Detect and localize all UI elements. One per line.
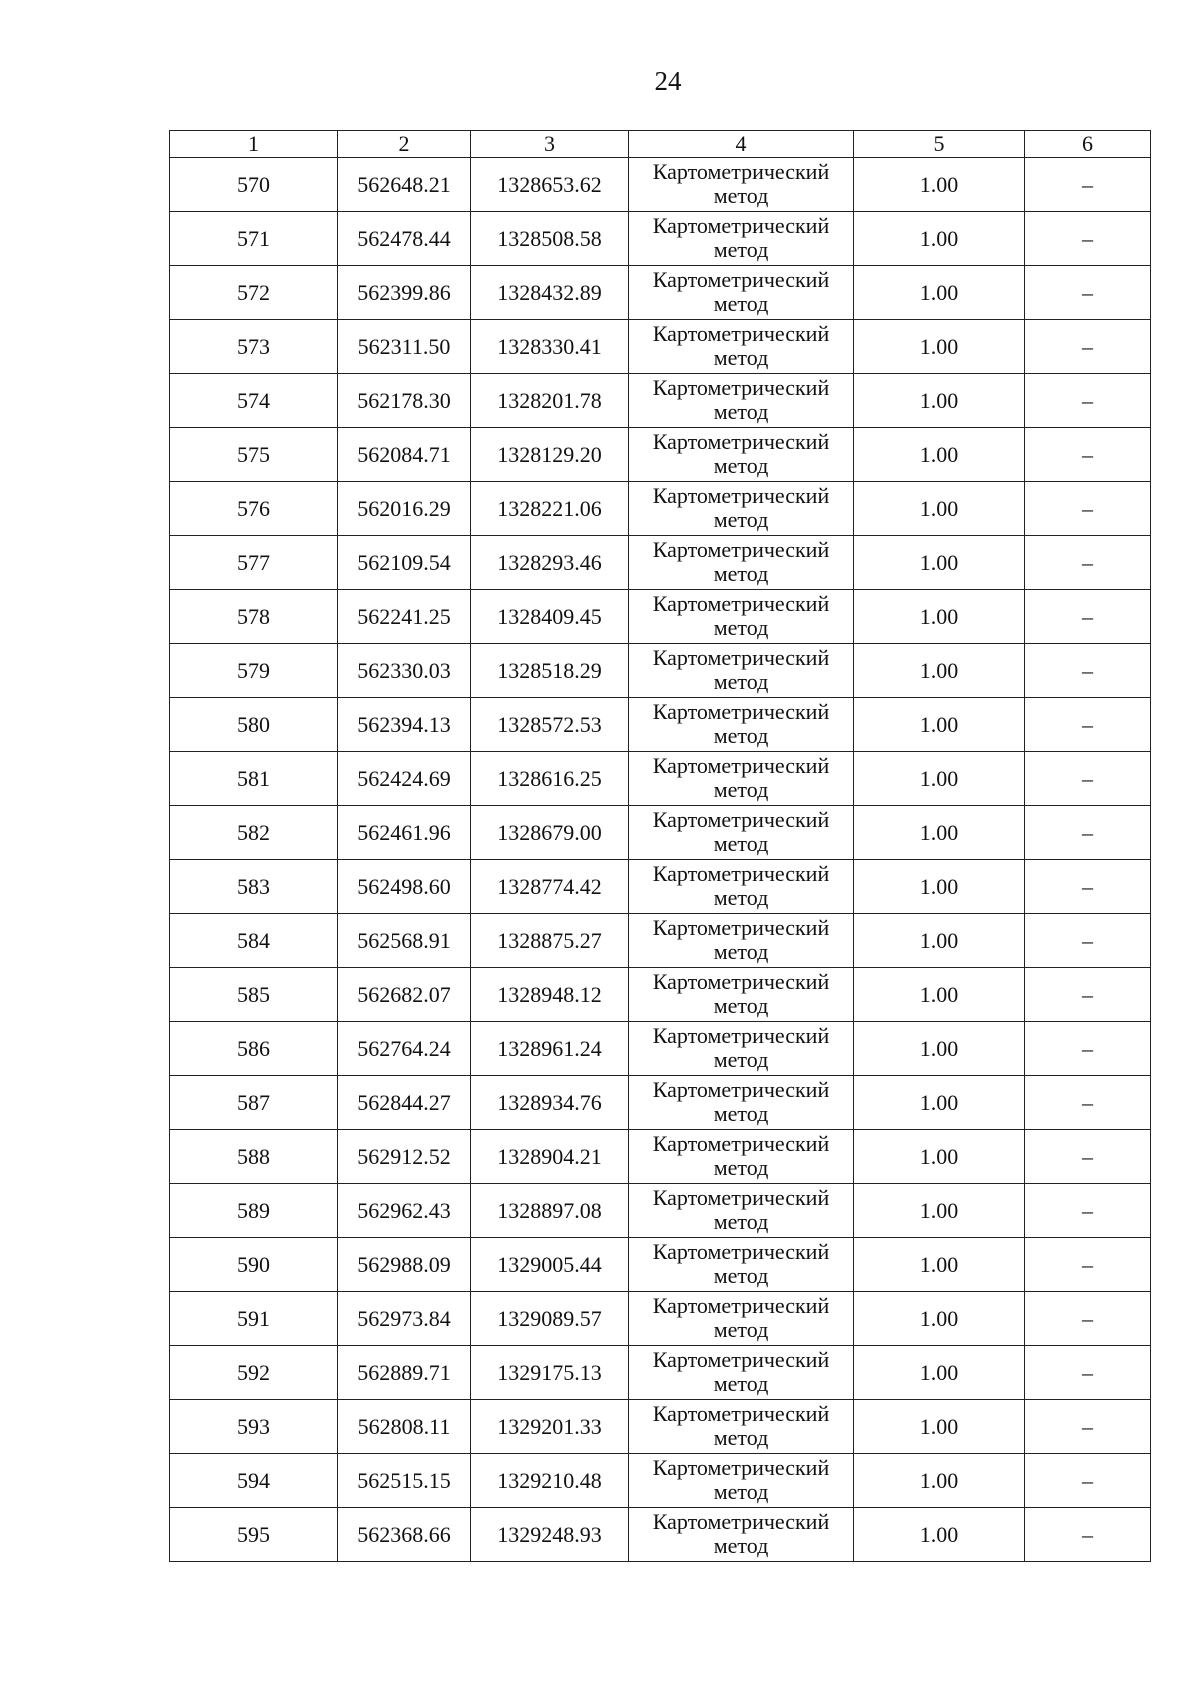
method-cell bbox=[629, 644, 854, 698]
y-coordinate-cell: 1329089.57 bbox=[471, 1292, 629, 1346]
accuracy-cell: 1.00 bbox=[854, 536, 1025, 590]
x-coordinate-cell: 562973.84 bbox=[338, 1292, 471, 1346]
method-cell bbox=[629, 1454, 854, 1508]
method-line: метод bbox=[713, 1424, 769, 1450]
table-row bbox=[170, 1400, 1151, 1454]
y-coordinate-cell: 1328201.78 bbox=[471, 374, 629, 428]
method-line: Картометрический bbox=[652, 806, 830, 832]
method-cell bbox=[629, 1292, 854, 1346]
x-coordinate-cell: 562988.09 bbox=[338, 1238, 471, 1292]
note-cell: – bbox=[1025, 482, 1151, 536]
column-number-4: 4 bbox=[629, 131, 854, 158]
method-cell bbox=[629, 806, 854, 860]
table-row bbox=[170, 428, 1151, 482]
note-cell: – bbox=[1025, 320, 1151, 374]
note-cell: – bbox=[1025, 158, 1151, 212]
point-number-cell: 574 bbox=[170, 374, 338, 428]
x-coordinate-cell: 562808.11 bbox=[338, 1400, 471, 1454]
note-cell: – bbox=[1025, 752, 1151, 806]
point-number-cell: 577 bbox=[170, 536, 338, 590]
method-cell bbox=[629, 482, 854, 536]
point-number-cell: 593 bbox=[170, 1400, 338, 1454]
note-cell: – bbox=[1025, 644, 1151, 698]
accuracy-cell: 1.00 bbox=[854, 212, 1025, 266]
x-coordinate-cell: 562515.15 bbox=[338, 1454, 471, 1508]
method-line: метод bbox=[713, 290, 769, 316]
x-coordinate-cell: 562764.24 bbox=[338, 1022, 471, 1076]
table-row bbox=[170, 914, 1151, 968]
method-cell bbox=[629, 1130, 854, 1184]
table-body bbox=[170, 131, 1151, 1562]
method-cell bbox=[629, 698, 854, 752]
method-cell bbox=[629, 1346, 854, 1400]
accuracy-cell: 1.00 bbox=[854, 698, 1025, 752]
method-line: метод bbox=[713, 1046, 769, 1072]
method-line: метод bbox=[713, 1478, 769, 1504]
method-line: метод bbox=[713, 776, 769, 802]
method-line: Картометрический bbox=[652, 1292, 830, 1318]
method-line: метод bbox=[713, 1532, 769, 1558]
table-row bbox=[170, 320, 1151, 374]
table-row bbox=[170, 698, 1151, 752]
method-cell bbox=[629, 860, 854, 914]
column-number-6: 6 bbox=[1025, 131, 1151, 158]
point-number-cell: 586 bbox=[170, 1022, 338, 1076]
x-coordinate-cell: 562648.21 bbox=[338, 158, 471, 212]
point-number-cell: 582 bbox=[170, 806, 338, 860]
x-coordinate-cell: 562568.91 bbox=[338, 914, 471, 968]
y-coordinate-cell: 1329248.93 bbox=[471, 1508, 629, 1562]
method-line: Картометрический bbox=[652, 752, 830, 778]
accuracy-cell: 1.00 bbox=[854, 914, 1025, 968]
method-cell bbox=[629, 968, 854, 1022]
point-number-cell: 580 bbox=[170, 698, 338, 752]
point-number-cell: 585 bbox=[170, 968, 338, 1022]
method-line: метод bbox=[713, 1370, 769, 1396]
x-coordinate-cell: 562962.43 bbox=[338, 1184, 471, 1238]
accuracy-cell: 1.00 bbox=[854, 752, 1025, 806]
y-coordinate-cell: 1328875.27 bbox=[471, 914, 629, 968]
y-coordinate-cell: 1328653.62 bbox=[471, 158, 629, 212]
accuracy-cell: 1.00 bbox=[854, 266, 1025, 320]
point-number-cell: 570 bbox=[170, 158, 338, 212]
method-line: метод bbox=[713, 992, 769, 1018]
method-cell bbox=[629, 320, 854, 374]
method-line: метод bbox=[713, 614, 769, 640]
x-coordinate-cell: 562368.66 bbox=[338, 1508, 471, 1562]
method-line: метод bbox=[713, 182, 769, 208]
note-cell: – bbox=[1025, 1022, 1151, 1076]
method-line: метод bbox=[713, 398, 769, 424]
accuracy-cell: 1.00 bbox=[854, 1400, 1025, 1454]
x-coordinate-cell: 562394.13 bbox=[338, 698, 471, 752]
table-row bbox=[170, 374, 1151, 428]
note-cell: – bbox=[1025, 968, 1151, 1022]
method-cell bbox=[629, 1400, 854, 1454]
table-row bbox=[170, 1184, 1151, 1238]
x-coordinate-cell: 562330.03 bbox=[338, 644, 471, 698]
method-line: метод bbox=[713, 1154, 769, 1180]
table-row bbox=[170, 1238, 1151, 1292]
note-cell: – bbox=[1025, 266, 1151, 320]
note-cell: – bbox=[1025, 1346, 1151, 1400]
table-row bbox=[170, 860, 1151, 914]
accuracy-cell: 1.00 bbox=[854, 1292, 1025, 1346]
method-line: Картометрический bbox=[652, 1454, 830, 1480]
method-line: Картометрический bbox=[652, 374, 830, 400]
y-coordinate-cell: 1328432.89 bbox=[471, 266, 629, 320]
point-number-cell: 583 bbox=[170, 860, 338, 914]
accuracy-cell: 1.00 bbox=[854, 806, 1025, 860]
method-cell bbox=[629, 1238, 854, 1292]
point-number-cell: 590 bbox=[170, 1238, 338, 1292]
page-number: 24 bbox=[654, 66, 682, 96]
note-cell: – bbox=[1025, 1508, 1151, 1562]
table-row bbox=[170, 590, 1151, 644]
method-line: Картометрический bbox=[652, 482, 830, 508]
table-row bbox=[170, 266, 1151, 320]
point-number-cell: 576 bbox=[170, 482, 338, 536]
x-coordinate-cell: 562109.54 bbox=[338, 536, 471, 590]
accuracy-cell: 1.00 bbox=[854, 968, 1025, 1022]
method-cell bbox=[629, 1022, 854, 1076]
method-line: метод bbox=[713, 1316, 769, 1342]
method-line: метод bbox=[713, 236, 769, 262]
note-cell: – bbox=[1025, 590, 1151, 644]
y-coordinate-cell: 1328961.24 bbox=[471, 1022, 629, 1076]
method-cell bbox=[629, 536, 854, 590]
accuracy-cell: 1.00 bbox=[854, 644, 1025, 698]
method-cell bbox=[629, 914, 854, 968]
method-line: метод bbox=[713, 560, 769, 586]
note-cell: – bbox=[1025, 1400, 1151, 1454]
method-cell bbox=[629, 374, 854, 428]
point-number-cell: 581 bbox=[170, 752, 338, 806]
method-cell bbox=[629, 590, 854, 644]
y-coordinate-cell: 1328129.20 bbox=[471, 428, 629, 482]
note-cell: – bbox=[1025, 212, 1151, 266]
accuracy-cell: 1.00 bbox=[854, 428, 1025, 482]
table-row bbox=[170, 482, 1151, 536]
y-coordinate-cell: 1329175.13 bbox=[471, 1346, 629, 1400]
column-number-1: 1 bbox=[170, 131, 338, 158]
table-row bbox=[170, 752, 1151, 806]
coordinates-table bbox=[169, 130, 1151, 1562]
x-coordinate-cell: 562424.69 bbox=[338, 752, 471, 806]
method-line: Картометрический bbox=[652, 1400, 830, 1426]
point-number-cell: 587 bbox=[170, 1076, 338, 1130]
table-row bbox=[170, 968, 1151, 1022]
note-cell: – bbox=[1025, 1130, 1151, 1184]
accuracy-cell: 1.00 bbox=[854, 860, 1025, 914]
method-line: метод bbox=[713, 506, 769, 532]
note-cell: – bbox=[1025, 536, 1151, 590]
method-line: Картометрический bbox=[652, 158, 830, 184]
y-coordinate-cell: 1328616.25 bbox=[471, 752, 629, 806]
table-row bbox=[170, 1508, 1151, 1562]
method-line: Картометрический bbox=[652, 644, 830, 670]
point-number-cell: 579 bbox=[170, 644, 338, 698]
point-number-cell: 592 bbox=[170, 1346, 338, 1400]
method-cell bbox=[629, 212, 854, 266]
accuracy-cell: 1.00 bbox=[854, 1022, 1025, 1076]
y-coordinate-cell: 1329210.48 bbox=[471, 1454, 629, 1508]
point-number-cell: 571 bbox=[170, 212, 338, 266]
method-line: метод bbox=[713, 452, 769, 478]
x-coordinate-cell: 562844.27 bbox=[338, 1076, 471, 1130]
point-number-cell: 573 bbox=[170, 320, 338, 374]
point-number-cell: 589 bbox=[170, 1184, 338, 1238]
table-row bbox=[170, 1346, 1151, 1400]
accuracy-cell: 1.00 bbox=[854, 1346, 1025, 1400]
method-line: Картометрический bbox=[652, 1508, 830, 1534]
table-row bbox=[170, 536, 1151, 590]
y-coordinate-cell: 1329005.44 bbox=[471, 1238, 629, 1292]
note-cell: – bbox=[1025, 860, 1151, 914]
accuracy-cell: 1.00 bbox=[854, 1238, 1025, 1292]
method-line: Картометрический bbox=[652, 428, 830, 454]
table-row bbox=[170, 806, 1151, 860]
method-line: Картометрический bbox=[652, 536, 830, 562]
method-line: Картометрический bbox=[652, 698, 830, 724]
column-number-2: 2 bbox=[338, 131, 471, 158]
method-line: метод bbox=[713, 1262, 769, 1288]
accuracy-cell: 1.00 bbox=[854, 590, 1025, 644]
accuracy-cell: 1.00 bbox=[854, 158, 1025, 212]
method-line: Картометрический bbox=[652, 1346, 830, 1372]
method-cell bbox=[629, 266, 854, 320]
accuracy-cell: 1.00 bbox=[854, 1508, 1025, 1562]
method-line: Картометрический bbox=[652, 1184, 830, 1210]
note-cell: – bbox=[1025, 806, 1151, 860]
accuracy-cell: 1.00 bbox=[854, 320, 1025, 374]
y-coordinate-cell: 1328774.42 bbox=[471, 860, 629, 914]
method-cell bbox=[629, 428, 854, 482]
y-coordinate-cell: 1328948.12 bbox=[471, 968, 629, 1022]
table-row bbox=[170, 1022, 1151, 1076]
table-row bbox=[170, 1076, 1151, 1130]
method-line: метод bbox=[713, 1100, 769, 1126]
method-line: Картометрический bbox=[652, 212, 830, 238]
method-cell bbox=[629, 1184, 854, 1238]
method-line: Картометрический bbox=[652, 1076, 830, 1102]
table-row bbox=[170, 212, 1151, 266]
method-line: метод bbox=[713, 884, 769, 910]
point-number-cell: 591 bbox=[170, 1292, 338, 1346]
y-coordinate-cell: 1328508.58 bbox=[471, 212, 629, 266]
x-coordinate-cell: 562889.71 bbox=[338, 1346, 471, 1400]
accuracy-cell: 1.00 bbox=[854, 1184, 1025, 1238]
method-line: Картометрический bbox=[652, 590, 830, 616]
table-row bbox=[170, 1130, 1151, 1184]
method-line: Картометрический bbox=[652, 860, 830, 886]
point-number-cell: 578 bbox=[170, 590, 338, 644]
note-cell: – bbox=[1025, 1184, 1151, 1238]
point-number-cell: 572 bbox=[170, 266, 338, 320]
y-coordinate-cell: 1328897.08 bbox=[471, 1184, 629, 1238]
y-coordinate-cell: 1328518.29 bbox=[471, 644, 629, 698]
point-number-cell: 584 bbox=[170, 914, 338, 968]
point-number-cell: 588 bbox=[170, 1130, 338, 1184]
method-cell bbox=[629, 1508, 854, 1562]
note-cell: – bbox=[1025, 914, 1151, 968]
method-line: Картометрический bbox=[652, 1238, 830, 1264]
x-coordinate-cell: 562016.29 bbox=[338, 482, 471, 536]
y-coordinate-cell: 1328330.41 bbox=[471, 320, 629, 374]
x-coordinate-cell: 562311.50 bbox=[338, 320, 471, 374]
y-coordinate-cell: 1328572.53 bbox=[471, 698, 629, 752]
y-coordinate-cell: 1328679.00 bbox=[471, 806, 629, 860]
y-coordinate-cell: 1328904.21 bbox=[471, 1130, 629, 1184]
point-number-cell: 595 bbox=[170, 1508, 338, 1562]
column-number-3: 3 bbox=[471, 131, 629, 158]
table-row bbox=[170, 644, 1151, 698]
note-cell: – bbox=[1025, 1292, 1151, 1346]
point-number-cell: 594 bbox=[170, 1454, 338, 1508]
method-cell bbox=[629, 158, 854, 212]
accuracy-cell: 1.00 bbox=[854, 1454, 1025, 1508]
method-cell bbox=[629, 1076, 854, 1130]
y-coordinate-cell: 1329201.33 bbox=[471, 1400, 629, 1454]
x-coordinate-cell: 562498.60 bbox=[338, 860, 471, 914]
table-row bbox=[170, 1454, 1151, 1508]
accuracy-cell: 1.00 bbox=[854, 1076, 1025, 1130]
table-row bbox=[170, 1292, 1151, 1346]
y-coordinate-cell: 1328934.76 bbox=[471, 1076, 629, 1130]
y-coordinate-cell: 1328293.46 bbox=[471, 536, 629, 590]
column-number-5: 5 bbox=[854, 131, 1025, 158]
x-coordinate-cell: 562912.52 bbox=[338, 1130, 471, 1184]
method-line: метод bbox=[713, 1208, 769, 1234]
x-coordinate-cell: 562461.96 bbox=[338, 806, 471, 860]
note-cell: – bbox=[1025, 1076, 1151, 1130]
accuracy-cell: 1.00 bbox=[854, 374, 1025, 428]
method-line: метод bbox=[713, 938, 769, 964]
y-coordinate-cell: 1328409.45 bbox=[471, 590, 629, 644]
method-line: Картометрический bbox=[652, 1022, 830, 1048]
table-row bbox=[170, 158, 1151, 212]
column-number-row bbox=[170, 131, 1151, 158]
method-line: Картометрический bbox=[652, 914, 830, 940]
method-line: Картометрический bbox=[652, 968, 830, 994]
note-cell: – bbox=[1025, 1238, 1151, 1292]
method-line: метод bbox=[713, 668, 769, 694]
method-line: Картометрический bbox=[652, 1130, 830, 1156]
accuracy-cell: 1.00 bbox=[854, 482, 1025, 536]
method-line: Картометрический bbox=[652, 266, 830, 292]
point-number-cell: 575 bbox=[170, 428, 338, 482]
note-cell: – bbox=[1025, 374, 1151, 428]
x-coordinate-cell: 562478.44 bbox=[338, 212, 471, 266]
x-coordinate-cell: 562084.71 bbox=[338, 428, 471, 482]
x-coordinate-cell: 562241.25 bbox=[338, 590, 471, 644]
x-coordinate-cell: 562399.86 bbox=[338, 266, 471, 320]
method-line: метод bbox=[713, 344, 769, 370]
method-line: метод bbox=[713, 830, 769, 856]
note-cell: – bbox=[1025, 698, 1151, 752]
method-line: Картометрический bbox=[652, 320, 830, 346]
note-cell: – bbox=[1025, 1454, 1151, 1508]
method-line: метод bbox=[713, 722, 769, 748]
y-coordinate-cell: 1328221.06 bbox=[471, 482, 629, 536]
note-cell: – bbox=[1025, 428, 1151, 482]
x-coordinate-cell: 562178.30 bbox=[338, 374, 471, 428]
accuracy-cell: 1.00 bbox=[854, 1130, 1025, 1184]
x-coordinate-cell: 562682.07 bbox=[338, 968, 471, 1022]
method-cell bbox=[629, 752, 854, 806]
